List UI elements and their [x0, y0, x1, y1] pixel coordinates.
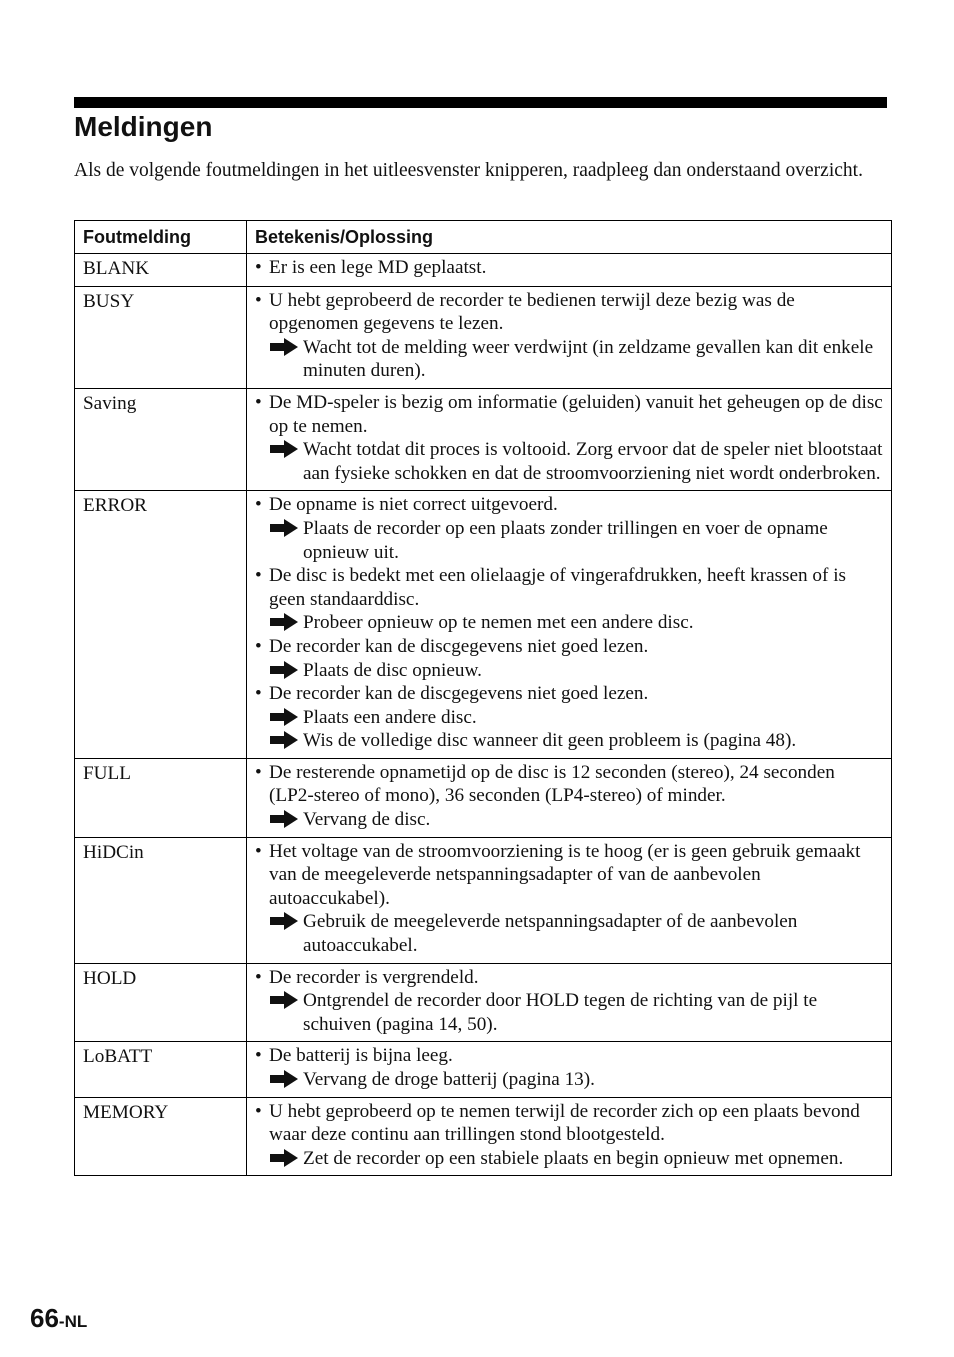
page-title: Meldingen	[74, 111, 213, 142]
cause-bullet: • De disc is bedekt met een olielaagje of vingerafdrukken, heeft krassen of is geen standaarddisc.	[255, 564, 883, 611]
message-meaning	[247, 254, 892, 287]
arrow-right-icon	[269, 730, 299, 750]
solution-text: Vervang de droge batterij (pagina 13).	[303, 1069, 595, 1090]
solution-text: Plaats de recorder op een plaats zonder trillingen en voer de opname opnieuw uit.	[303, 517, 828, 563]
arrow-right-icon	[269, 707, 299, 727]
cause-bullet: • De batterij is bijna leeg.	[255, 1044, 883, 1068]
arrow-right-icon	[269, 518, 299, 538]
arrow-right-icon	[269, 337, 299, 357]
table-row	[75, 1097, 892, 1176]
message-code: ERROR	[75, 491, 247, 759]
message-code: LoBATT	[75, 1042, 247, 1097]
column-header-meaning: Betekenis/Oplossing	[247, 221, 892, 254]
cause-bullet: • Het voltage van de stroomvoorziening is te hoog (er is geen gebruik gemaakt van de meegeleverde netspanningsadapter of van de aanbevolen autoaccukabel).	[255, 840, 883, 911]
cause-bullet: • Er is een lege MD geplaatst.	[255, 256, 883, 280]
messages-table	[74, 220, 892, 1176]
cause-bullet: • De recorder is vergrendeld.	[255, 966, 883, 990]
message-meaning	[247, 286, 892, 388]
page-language-suffix: -NL	[58, 1312, 88, 1331]
cause-bullet: • De opname is niet correct uitgevoerd.	[255, 493, 883, 517]
message-code: Saving	[75, 388, 247, 490]
table-row	[75, 491, 892, 759]
solution-item	[255, 517, 883, 564]
arrow-right-icon	[269, 809, 299, 829]
solution-item	[255, 438, 883, 485]
message-meaning	[247, 388, 892, 490]
solution-text: Probeer opnieuw op te nemen met een andere disc.	[303, 612, 694, 634]
cause-bullet: • U hebt geprobeerd op te nemen terwijl de recorder zich op een plaats bevond waar deze continu aan trillingen stond blootgesteld.	[255, 1100, 883, 1147]
page-number	[30, 1300, 87, 1340]
solution-item	[255, 808, 883, 832]
message-meaning	[247, 1042, 892, 1097]
solution-text: Wis de volledige disc wanneer dit geen probleem is (pagina 48).	[303, 730, 797, 752]
solution-item	[255, 1068, 883, 1092]
message-meaning	[247, 963, 892, 1042]
message-code: HiDCin	[75, 837, 247, 963]
message-meaning	[247, 1097, 892, 1176]
solution-text: Ontgrendel de recorder door HOLD tegen de richting van de pijl te schuiven (pagina 14, 50).	[303, 990, 818, 1035]
intro-paragraph: Als de volgende foutmeldingen in het uitleesvenster knipperen, raadpleeg dan onderstaand overzicht.	[74, 160, 863, 181]
solution-item	[255, 659, 883, 683]
arrow-right-icon	[269, 1148, 299, 1168]
arrow-right-icon	[269, 990, 299, 1010]
cause-bullet: • De resterende opnametijd op de disc is 12 seconden (stereo), 24 seconden (LP2-stereo of mono), 36 seconden (LP4-stereo) of minder.	[255, 761, 883, 808]
solution-text: Vervang de disc.	[303, 809, 431, 831]
table-row	[75, 1042, 892, 1097]
column-header-message: Foutmelding	[75, 221, 247, 254]
section-rule	[74, 97, 887, 108]
message-meaning	[247, 837, 892, 963]
solution-item	[255, 989, 883, 1036]
table-row	[75, 837, 892, 963]
solution-text: Gebruik de meegeleverde netspanningsadapter of de aanbevolen autoaccukabel.	[303, 911, 798, 957]
table-header-row	[75, 221, 892, 254]
table-row	[75, 286, 892, 388]
cause-bullet: • De recorder kan de discgegevens niet goed lezen.	[255, 682, 883, 706]
arrow-right-icon	[269, 612, 299, 632]
message-meaning	[247, 758, 892, 837]
solution-item	[255, 729, 883, 753]
message-code: HOLD	[75, 963, 247, 1042]
message-meaning	[247, 491, 892, 759]
solution-text: Wacht tot de melding weer verdwijnt (in zeldzame gevallen kan dit enkele minuten duren).	[303, 336, 874, 382]
solution-item	[255, 1147, 883, 1171]
solution-item	[255, 336, 883, 383]
cause-bullet: • De recorder kan de discgegevens niet goed lezen.	[255, 635, 883, 659]
message-code: BUSY	[75, 286, 247, 388]
table-row	[75, 758, 892, 837]
solution-text: Zet de recorder op een stabiele plaats en begin opnieuw met opnemen.	[303, 1147, 844, 1169]
message-code: BLANK	[75, 254, 247, 287]
message-code: MEMORY	[75, 1097, 247, 1176]
table-row	[75, 963, 892, 1042]
cause-bullet: • U hebt geprobeerd de recorder te bedienen terwijl deze bezig was de opgenomen gegevens te lezen.	[255, 289, 883, 336]
arrow-right-icon	[269, 1069, 299, 1089]
solution-item	[255, 611, 883, 635]
solution-text: Plaats de disc opnieuw.	[303, 659, 482, 681]
table-body	[75, 254, 892, 1176]
arrow-right-icon	[269, 439, 299, 459]
message-code: FULL	[75, 758, 247, 837]
arrow-right-icon	[269, 911, 299, 931]
solution-text: Plaats een andere disc.	[303, 706, 477, 728]
arrow-right-icon	[269, 660, 299, 680]
solution-item	[255, 910, 883, 957]
table-row	[75, 254, 892, 287]
cause-bullet: • De MD-speler is bezig om informatie (geluiden) vanuit het geheugen op de disc op te nemen.	[255, 391, 883, 438]
solution-item	[255, 706, 883, 730]
table-row	[75, 388, 892, 490]
page-number-value: 66	[30, 1303, 59, 1333]
solution-text: Wacht totdat dit proces is voltooid. Zorg ervoor dat de speler niet blootstaat aan fysieke schokken en dat de stroomvoorziening niet wordt onderbroken.	[303, 439, 883, 484]
